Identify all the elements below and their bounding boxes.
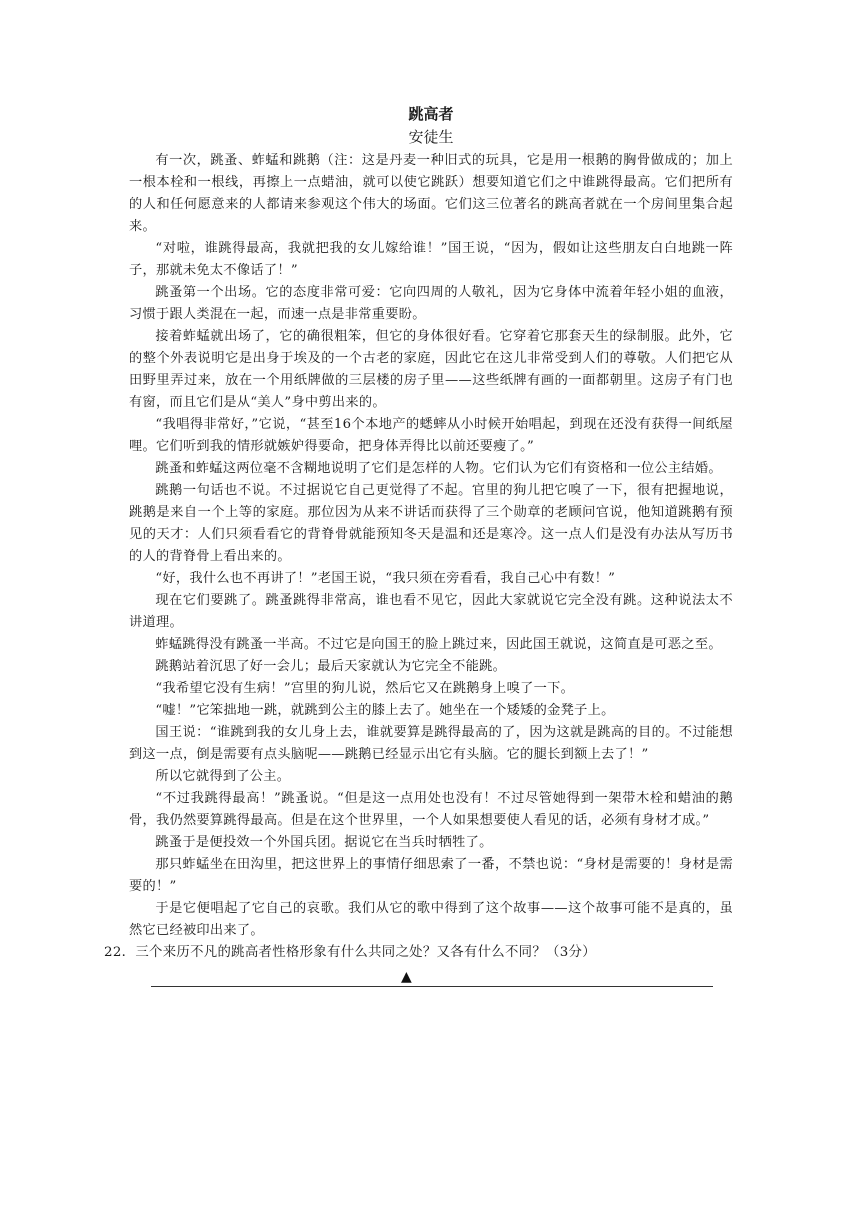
paragraph: 国王说：“谁跳到我的女儿身上去，谁就要算是跳得最高的了，因为这就是跳高的目的。不过能想到这一点，倒是需要有点头脑呢——跳鹅已经显示出它有头脑。它的腿长到额上去了！”: [129, 725, 733, 762]
paragraph: “我唱得非常好，”它说，“甚至16个本地产的蟋蟀从小时候开始唱起，到现在还没有获得一间纸屋哩。它们听到我的情形就嫉妒得要命，把身体弄得比以前还要瘦了。”: [129, 417, 733, 454]
paragraph: “好，我什么也不再讲了！”老国王说，“我只须在旁看看，我自己心中有数！”: [155, 571, 616, 586]
paragraph: 跳蚤和蚱蜢这两位毫不含糊地说明了它们是怎样的人物。它们认为它们有资格和一位公主结婚。: [155, 461, 722, 476]
paragraph: 蚱蜢跳得没有跳蚤一半高。不过它是向国王的脸上跳过来，因此国王就说，这简直是可恶之至。: [155, 637, 722, 652]
answer-marker-icon: ▲: [401, 969, 412, 985]
paragraph: 跳蚤于是便投效一个外国兵团。据说它在当兵时牺牲了。: [155, 835, 493, 850]
paragraph: “我希望它没有生病！”宫里的狗儿说，然后它又在跳鹅身上嗅了一下。: [155, 681, 575, 696]
document-title: 跳高者: [408, 105, 454, 123]
paragraph: “对啦，谁跳得最高，我就把我的女儿嫁给谁！”国王说，“因为，假如让这些朋友白白地跳一阵子，那就未免太不像话了！”: [129, 241, 733, 278]
paragraph: 接着蚱蜢就出场了，它的确很粗笨，但它的身体很好看。它穿着它那套天生的绿制服。此外，它的整个外表说明它是出身于埃及的一个古老的家庭，因此它在这儿非常受到人们的尊敬。人们把它从田野里弄过来，放在一个用纸牌做的三层楼的房子里——这些纸牌有画的一面都朝里。这房子有门也有窗，而且它们是从“美人”身中剪出来的。: [129, 329, 733, 410]
paragraph: 有一次，跳蚤、蚱蜢和跳鹅（注：这是丹麦一种旧式的玩具，它是用一根鹅的胸骨做成的；加上一根本栓和一根线，再擦上一点蜡油，就可以使它跳跃）想要知道它们之中谁跳得最高。它们把所有的人和任何愿意来的人都请来参观这个伟大的场面。它们这三位著名的跳高者就在一个房间里集合起来。: [129, 153, 733, 234]
document-page: [104, 104, 733, 992]
question-22: 22．三个来历不凡的跳高者性格形象有什么共同之处？又各有什么不同？（3分）: [104, 945, 596, 960]
paragraph: 跳鹅一句话也不说。不过据说它自己更觉得了不起。官里的狗儿把它嗅了一下，很有把握地说，跳鹅是来自一个上等的家庭。那位因为从来不讲话而获得了三个勋章的老顾问官说，他知道跳鹅有预见的天才：人们只须看看它的背脊骨就能预知冬天是温和还是寒冷。这一点人们是没有办法从写历书的人的背脊骨上看出来的。: [129, 483, 733, 564]
paragraph: 跳蚤第一个出场。它的态度非常可爱：它向四周的人敬礼，因为它身体中流着年轻小姐的血液，习惯于跟人类混在一起，而速一点是非常重要盼。: [129, 285, 733, 322]
document-author: 安徒生: [408, 128, 454, 146]
paragraph: 于是它便唱起了它自己的哀歌。我们从它的歌中得到了这个故事——这个故事可能不是真的，虽然它已经被印出来了。: [129, 901, 733, 938]
paragraph: 跳鹅站着沉思了好一会儿；最后天家就认为它完全不能跳。: [155, 659, 507, 674]
paragraph: “嘘！”它笨拙地一跳，就跳到公主的膝上去了。她坐在一个矮矮的金凳子上。: [155, 703, 615, 718]
answer-area[interactable]: [129, 966, 733, 992]
answer-underline: [151, 986, 713, 987]
paragraph: “不过我跳得最高！”跳蚤说。“但是这一点用处也没有！不过尽管她得到一架带木栓和蜡油的鹅骨，我仍然要算跳得最高。但是在这个世界里，一个人如果想要使人看见的话，必须有身材才成。”: [129, 791, 733, 828]
paragraph: 那只蚱蜢坐在田沟里，把这世界上的事情仔细思索了一番，不禁也说：“身材是需要的！身材是需要的！”: [129, 857, 733, 894]
paragraph: 现在它们要跳了。跳蚤跳得非常高，谁也看不见它，因此大家就说它完全没有跳。这种说法太不讲道理。: [129, 593, 733, 630]
paragraph: 所以它就得到了公主。: [155, 769, 291, 784]
